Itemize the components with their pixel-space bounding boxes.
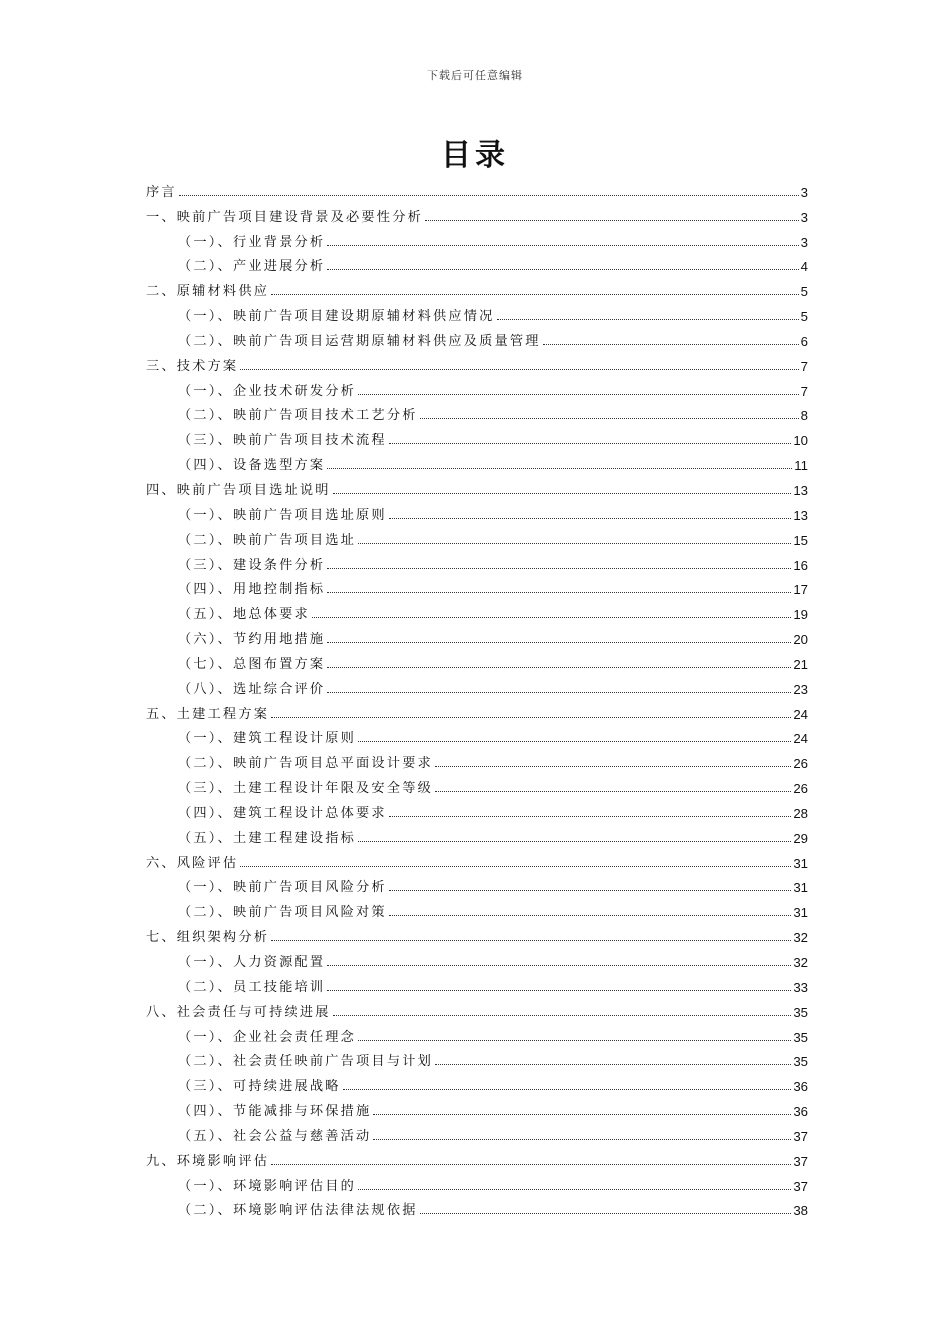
toc-entry-page: 24	[793, 706, 808, 722]
toc-entry[interactable]	[146, 274, 808, 299]
toc-entry[interactable]	[146, 995, 808, 1020]
toc-entry-page: 35	[793, 1004, 808, 1020]
header-note: 下载后可任意编辑	[427, 69, 523, 82]
toc-entry[interactable]	[146, 597, 808, 622]
toc-entry-label: （三）、可持续进展战略	[178, 1079, 341, 1095]
toc-entry[interactable]	[146, 1194, 808, 1219]
toc-entry-page: 6	[800, 333, 808, 349]
toc-entry-page: 36	[793, 1104, 808, 1120]
toc-entry-label: （二）、映前广告项目技术工艺分析	[178, 408, 418, 424]
toc-entry-page: 32	[793, 955, 808, 970]
toc-leader-dots	[358, 1040, 791, 1041]
toc-leader-dots	[389, 518, 792, 519]
toc-entry-page: 35	[793, 1029, 808, 1045]
toc-leader-dots	[358, 543, 791, 544]
toc-entry[interactable]	[146, 374, 808, 399]
toc-entry-label: 二、原辅材料供应	[146, 284, 270, 300]
toc-entry[interactable]	[146, 1169, 808, 1194]
toc-entry[interactable]	[146, 349, 808, 374]
toc-entry[interactable]	[146, 299, 808, 324]
toc-leader-dots	[312, 617, 791, 618]
toc-entry[interactable]	[146, 722, 808, 747]
toc-entry-label: （八）、选址综合评价	[178, 681, 326, 697]
toc-entry-page: 31	[793, 855, 808, 871]
toc-entry-page: 31	[793, 905, 808, 921]
toc-entry-page: 24	[793, 731, 808, 747]
toc-entry-label: （一）、映前广告项目选址原则	[178, 507, 387, 523]
toc-entry[interactable]	[146, 796, 808, 821]
toc-entry-label: （一）、企业社会责任理念	[178, 1029, 357, 1045]
toc-entry[interactable]	[146, 895, 808, 920]
toc-entry-label: （四）、节能减排与环保措施	[178, 1104, 372, 1120]
toc-leader-dots	[271, 294, 799, 295]
toc-title: 目录	[441, 138, 509, 173]
toc-entry-page: 26	[793, 781, 808, 797]
toc-leader-dots	[327, 667, 791, 668]
toc-entry-page: 5	[800, 284, 808, 300]
toc-leader-dots	[327, 965, 791, 966]
toc-entry-label: （二）、映前广告项目总平面设计要求	[178, 756, 433, 772]
toc-leader-dots	[343, 1089, 792, 1090]
toc-entry-page: 38	[793, 1203, 808, 1219]
toc-entry-page: 8	[800, 408, 808, 424]
toc-entry[interactable]	[146, 200, 808, 225]
toc-entry[interactable]	[146, 622, 808, 647]
toc-entry-page: 16	[793, 557, 808, 573]
toc-leader-dots	[389, 890, 792, 891]
toc-entry[interactable]	[146, 1069, 808, 1094]
toc-entry-label: （四）、用地控制指标	[178, 582, 326, 598]
toc-entry[interactable]	[146, 250, 808, 275]
toc-entry[interactable]	[146, 498, 808, 523]
toc-entry-label: （五）、土建工程建设指标	[178, 830, 357, 846]
toc-leader-dots	[420, 418, 799, 419]
toc-entry-label: （一）、行业背景分析	[178, 234, 326, 250]
toc-entry-page: 11	[794, 458, 808, 474]
toc-entry-label: 三、技术方案	[146, 358, 239, 374]
toc-leader-dots	[327, 642, 791, 643]
toc-entry-label: 五、土建工程方案	[146, 706, 270, 722]
toc-entry-label: （二）、社会责任映前广告项目与计划	[178, 1054, 433, 1070]
toc-entry[interactable]	[146, 920, 808, 945]
toc-entry-page: 13	[793, 482, 808, 498]
toc-entry[interactable]	[146, 945, 808, 970]
toc-entry[interactable]	[146, 697, 808, 722]
toc-entry-page: 23	[793, 681, 808, 697]
toc-entry-page: 19	[793, 607, 808, 623]
toc-entry-page: 15	[793, 532, 808, 548]
toc-entry-label: （二）、环境影响评估法律法规依据	[178, 1203, 418, 1219]
toc-leader-dots	[435, 791, 791, 792]
toc-leader-dots	[358, 841, 791, 842]
toc-entry[interactable]	[146, 647, 808, 672]
toc-entry-label: （三）、映前广告项目技术流程	[178, 433, 387, 449]
toc-leader-dots	[425, 220, 799, 221]
toc-leader-dots	[240, 866, 791, 867]
toc-entry-page: 5	[800, 309, 808, 325]
toc-entry[interactable]	[146, 1119, 808, 1144]
toc-entry-label: （一）、建筑工程设计原则	[178, 731, 357, 747]
toc-leader-dots	[327, 592, 791, 593]
toc-entry-page: 20	[793, 632, 808, 648]
toc-entry[interactable]	[146, 548, 808, 573]
toc-leader-dots	[435, 1064, 791, 1065]
toc-leader-dots	[497, 319, 799, 320]
toc-leader-dots	[358, 394, 799, 395]
toc-leader-dots	[420, 1213, 792, 1214]
toc-entry-label: （一）、人力资源配置	[178, 955, 326, 970]
toc-entry-label: （二）、映前广告项目风险对策	[178, 905, 387, 921]
toc-leader-dots	[327, 568, 791, 569]
toc-entry-page: 37	[793, 1128, 808, 1144]
toc-entry-page: 29	[793, 830, 808, 846]
toc-leader-dots	[179, 195, 799, 196]
toc-leader-dots	[389, 816, 792, 817]
toc-entry-page: 37	[793, 1178, 808, 1194]
toc-entry-label: （六）、节约用地措施	[178, 632, 326, 648]
toc-leader-dots	[240, 369, 798, 370]
toc-entry-label: （五）、社会公益与慈善活动	[178, 1128, 372, 1144]
toc-leader-dots	[389, 915, 792, 916]
toc-leader-dots	[373, 1139, 791, 1140]
toc-leader-dots	[389, 443, 792, 444]
toc-leader-dots	[333, 493, 792, 494]
toc-entry[interactable]	[146, 573, 808, 598]
toc-entry[interactable]	[146, 324, 808, 349]
toc-entry[interactable]	[146, 225, 808, 250]
toc-entry-page: 10	[793, 433, 808, 449]
toc-entry-page: 3	[800, 184, 808, 200]
toc-entry-label: （四）、设备选型方案	[178, 458, 326, 474]
toc-leader-dots	[358, 1189, 791, 1190]
toc-entry[interactable]	[146, 1144, 808, 1169]
toc-entry-label: 八、社会责任与可持续进展	[146, 1004, 331, 1020]
toc-leader-dots	[327, 269, 798, 270]
toc-entry-page: 35	[793, 1054, 808, 1070]
toc-entry-page: 3	[800, 209, 808, 225]
toc-leader-dots	[333, 1015, 792, 1016]
toc-entry-page: 4	[800, 259, 808, 275]
toc-leader-dots	[327, 245, 798, 246]
toc-entry-label: （二）、映前广告项目选址	[178, 532, 357, 548]
toc-entry[interactable]	[146, 672, 808, 697]
toc-entry-label: （一）、映前广告项目风险分析	[178, 880, 387, 896]
toc-entry-label: （二）、映前广告项目运营期原辅材料供应及质量管理	[178, 333, 541, 349]
toc-entry-page: 31	[793, 880, 808, 896]
toc-entry-label: （二）、员工技能培训	[178, 979, 326, 995]
toc-entry-label: （二）、产业进展分析	[178, 259, 326, 275]
toc-entry[interactable]	[146, 523, 808, 548]
toc-entry-label: （一）、企业技术研发分析	[178, 383, 357, 399]
toc-entry[interactable]	[146, 746, 808, 771]
toc-leader-dots	[435, 766, 791, 767]
toc-entry-page: 26	[793, 756, 808, 772]
toc-entry-label: （五）、地总体要求	[178, 607, 310, 623]
toc-entry[interactable]	[146, 771, 808, 796]
toc-entry-page: 7	[800, 358, 808, 374]
toc-leader-dots	[327, 692, 791, 693]
toc-entry[interactable]	[146, 175, 808, 200]
toc-entry[interactable]	[146, 423, 808, 448]
toc-leader-dots	[327, 468, 792, 469]
toc-entry[interactable]	[146, 473, 808, 498]
toc-entry[interactable]	[146, 1094, 808, 1119]
toc-entry[interactable]	[146, 846, 808, 871]
toc-entry[interactable]	[146, 399, 808, 424]
toc-entry-label: 六、风险评估	[146, 855, 239, 871]
toc-entry[interactable]	[146, 821, 808, 846]
toc-entry-label: 序言	[146, 184, 177, 200]
toc-entry[interactable]	[146, 448, 808, 473]
toc-entry-page: 36	[793, 1079, 808, 1095]
table-of-contents	[146, 175, 808, 1218]
toc-entry-page: 13	[793, 507, 808, 523]
toc-entry-label: （四）、建筑工程设计总体要求	[178, 805, 387, 821]
toc-entry-label: 九、环境影响评估	[146, 1153, 270, 1169]
toc-leader-dots	[327, 990, 791, 991]
toc-entry[interactable]	[146, 1045, 808, 1070]
toc-leader-dots	[271, 717, 791, 718]
toc-entry-page: 28	[793, 805, 808, 821]
toc-entry-page: 32	[793, 930, 808, 946]
toc-leader-dots	[271, 1164, 791, 1165]
toc-leader-dots	[543, 344, 799, 345]
toc-entry-label: 七、组织架构分析	[146, 930, 270, 946]
toc-entry[interactable]	[146, 970, 808, 995]
toc-leader-dots	[358, 741, 791, 742]
toc-entry-label: （七）、总图布置方案	[178, 656, 326, 672]
toc-entry-label: 四、映前广告项目选址说明	[146, 482, 331, 498]
toc-entry-page: 7	[800, 383, 808, 399]
toc-entry-page: 33	[793, 979, 808, 995]
toc-entry[interactable]	[146, 1020, 808, 1045]
toc-entry-page: 37	[793, 1153, 808, 1169]
toc-leader-dots	[373, 1114, 791, 1115]
toc-entry-page: 21	[793, 656, 808, 672]
toc-entry-label: 一、映前广告项目建设背景及必要性分析	[146, 209, 423, 225]
toc-entry-label: （一）、映前广告项目建设期原辅材料供应情况	[178, 309, 495, 325]
toc-entry-label: （一）、环境影响评估目的	[178, 1178, 357, 1194]
toc-entry-label: （三）、土建工程设计年限及安全等级	[178, 781, 433, 797]
toc-leader-dots	[271, 940, 791, 941]
toc-entry-page: 3	[800, 234, 808, 250]
toc-entry-page: 17	[793, 582, 808, 598]
toc-entry-label: （三）、建设条件分析	[178, 557, 326, 573]
toc-entry[interactable]	[146, 871, 808, 896]
